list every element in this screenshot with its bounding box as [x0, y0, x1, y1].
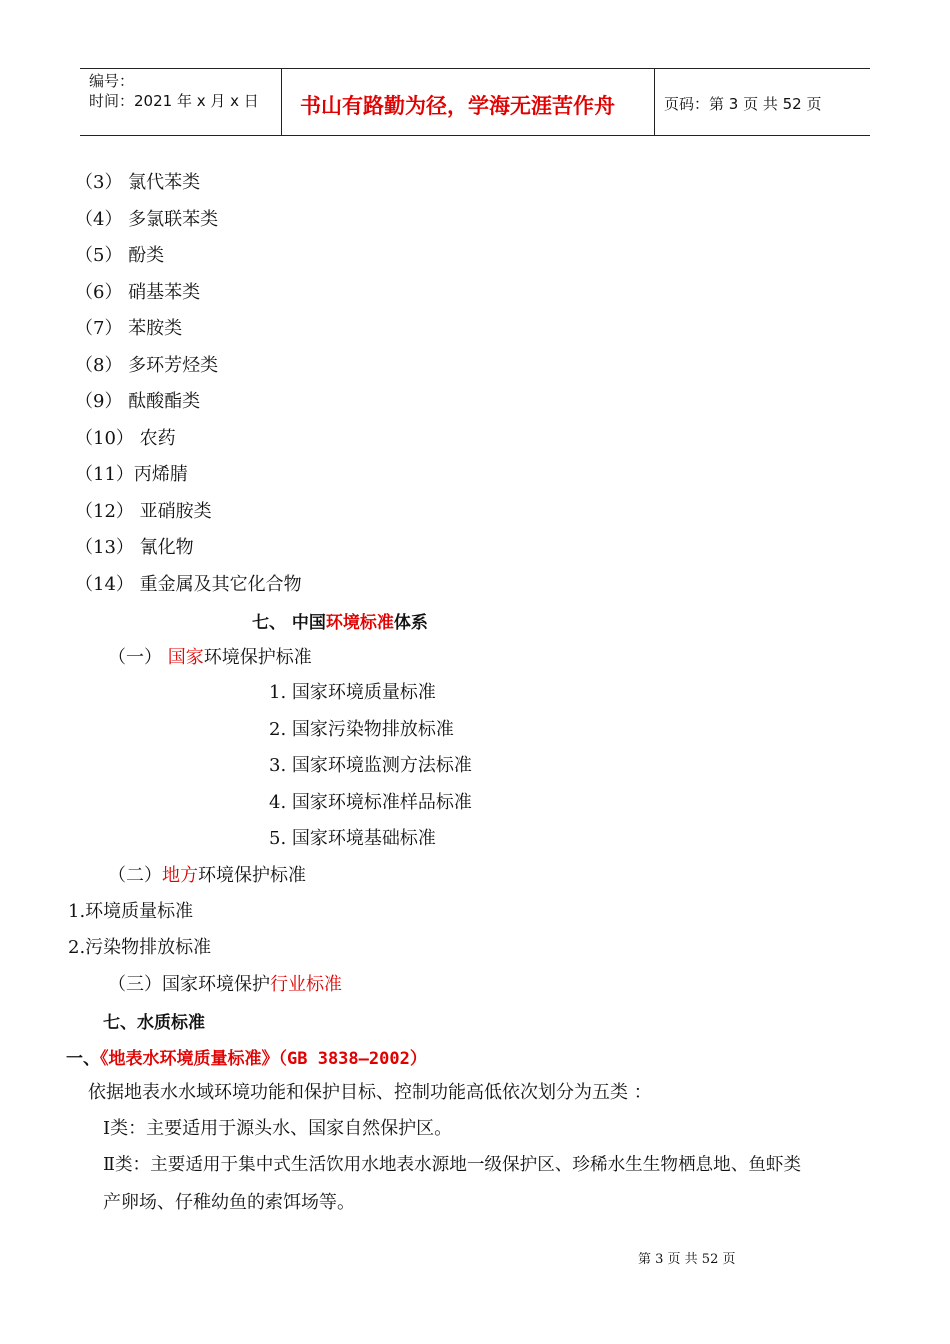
subsection-2-heading — [108, 861, 306, 887]
header-top-border — [80, 68, 870, 69]
section-7-prefix: 七、 中国 — [252, 613, 326, 633]
header-time-label: 时间：2021 年 x 月 x 日 — [89, 92, 259, 110]
paragraph: 产卵场、仔稚幼鱼的索饵场等。 — [103, 1192, 355, 1213]
subsection-2-suffix: 环境保护标准 — [198, 865, 306, 886]
national-standard-item: 5. 国家环境基础标准 — [269, 828, 436, 849]
subsection-2-prefix: （二） — [108, 865, 162, 886]
subsection-2-highlight: 地方 — [162, 865, 198, 886]
section-7-suffix: 体系 — [393, 613, 428, 633]
list-item: （13） 氰化物 — [75, 537, 194, 558]
local-standard-item: 1.环境质量标准 — [68, 901, 194, 922]
subsection-3-highlight: 行业标准 — [270, 974, 342, 995]
surface-water-heading — [66, 1044, 427, 1069]
national-standard-item: 4. 国家环境标准样品标准 — [269, 792, 472, 813]
local-standard-item: 2.污染物排放标准 — [68, 937, 212, 958]
subsection-3-prefix: （三）国家环境保护 — [108, 974, 270, 995]
surface-water-prefix: 一、 — [66, 1049, 100, 1069]
header-bottom-border — [80, 135, 870, 136]
list-item: （14） 重金属及其它化合物 — [75, 574, 302, 595]
paragraph: Ⅱ类：主要适用于集中式生活饮用水地表水源地一级保护区、珍稀水生生物栖息地、鱼虾类 — [103, 1155, 802, 1175]
subsection-1-prefix: （一） — [108, 647, 168, 668]
header-motto: 书山有路勤为径，学海无涯苦作舟 — [300, 94, 615, 118]
header-number-label: 编号： — [89, 72, 135, 90]
surface-water-code: （GB 3838—2002） — [278, 1049, 427, 1069]
header-page-info: 页码：第 3 页 共 52 页 — [664, 95, 822, 113]
paragraph: 依据地表水水域环境功能和保护目标、控制功能高低依次划分为五类 ： — [88, 1082, 652, 1103]
list-item: （11）丙烯腈 — [75, 464, 188, 485]
list-item: （12） 亚硝胺类 — [75, 501, 212, 522]
list-item: （6） 硝基苯类 — [75, 282, 201, 303]
section-7-highlight: 环境标准 — [325, 613, 394, 633]
paragraph: Ⅰ类：主要适用于源头水、国家自然保护区。 — [103, 1118, 453, 1139]
list-item: （10） 农药 — [75, 428, 176, 449]
page-footer: 第 3 页 共 52 页 — [638, 1252, 736, 1267]
national-standard-item: 3. 国家环境监测方法标准 — [269, 755, 472, 776]
subsection-1-heading — [108, 643, 312, 669]
list-item: （4） 多氯联苯类 — [75, 209, 219, 230]
surface-water-title: 《地表水环境质量标准》 — [100, 1049, 279, 1069]
list-item: （7） 苯胺类 — [75, 318, 183, 339]
national-standard-item: 2. 国家污染物排放标准 — [269, 719, 454, 740]
subsection-1-suffix: 环境保护标准 — [203, 647, 312, 668]
subsection-1-highlight: 国家 — [167, 647, 204, 668]
list-item: （8） 多环芳烃类 — [75, 355, 219, 376]
header-divider-left — [281, 68, 282, 136]
water-quality-heading: 七、水质标准 — [103, 1013, 205, 1033]
national-standard-item: 1. 国家环境质量标准 — [269, 682, 436, 703]
header-divider-right — [654, 68, 655, 136]
list-item: （5） 酚类 — [75, 245, 165, 266]
subsection-3-heading — [108, 970, 342, 996]
list-item: （3） 氯代苯类 — [75, 172, 201, 193]
section-7-heading — [252, 608, 428, 633]
list-item: （9） 酞酸酯类 — [75, 391, 201, 412]
